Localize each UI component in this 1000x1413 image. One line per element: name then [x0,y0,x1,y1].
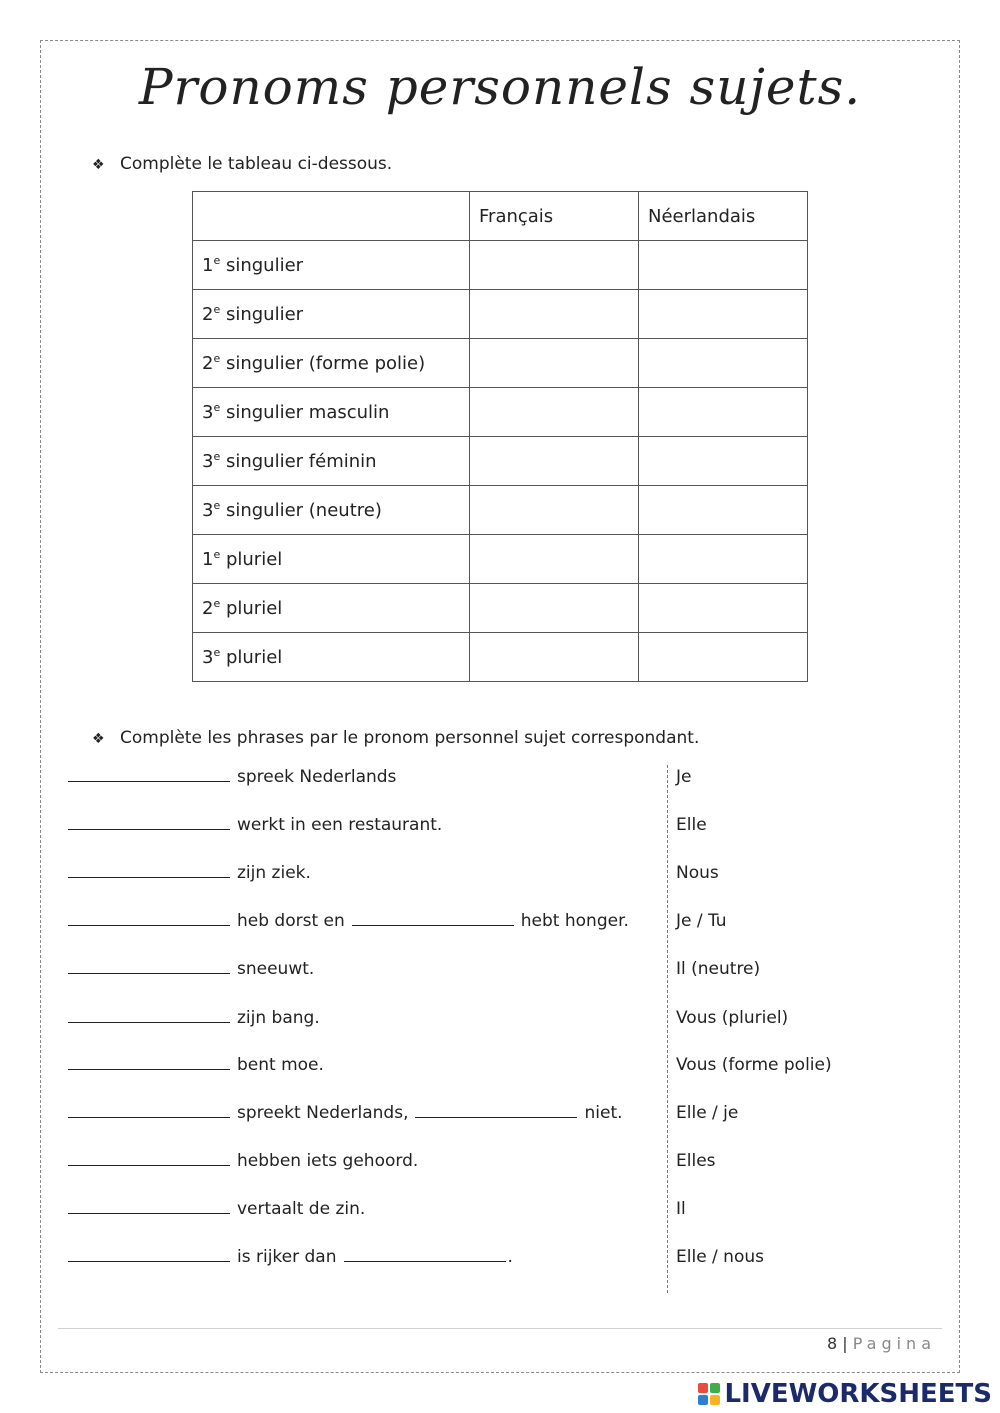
row-label [193,486,470,535]
exercise-row [68,815,442,845]
answer-blank[interactable] [68,1103,230,1118]
table-header-row [193,192,808,241]
exercise-row [68,1055,324,1085]
table-row [193,584,808,633]
row-label-text: singulier (neutre) [225,500,382,521]
answer-blank[interactable] [415,1103,577,1118]
row-number: 3 [202,451,214,472]
answer-blank[interactable] [352,911,514,926]
sentence-text: spreek Nederlands [237,767,397,787]
answer-blank[interactable] [344,1247,506,1262]
row-label [193,388,470,437]
answer-blank[interactable] [68,863,230,878]
row-number: 3 [202,647,214,668]
row-label-text: pluriel [225,598,283,619]
instruction-text: Complète les phrases par le pronom personnel sujet correspondant. [120,728,700,748]
exercise-row [68,863,311,893]
hint-pronoun: Elle [676,815,707,835]
francais-answer-cell[interactable] [470,486,639,535]
answer-blank[interactable] [68,959,230,974]
page-number: 8 [826,1334,838,1353]
row-label-text: pluriel [225,647,283,668]
neerlandais-answer-cell[interactable] [639,437,808,486]
page-footer [827,1334,936,1353]
table-header-cell [193,192,470,241]
row-number: 2 [202,304,214,325]
answer-blank[interactable] [68,1247,230,1262]
table-header-francais: Français [470,192,639,241]
row-number: 1 [202,549,214,570]
row-ordinal: e [213,352,221,365]
francais-answer-cell[interactable] [470,388,639,437]
row-label [193,437,470,486]
sentence-text: niet. [584,1103,623,1123]
brand-name: LIVEWORKSHEETS [724,1379,992,1409]
row-label [193,535,470,584]
neerlandais-answer-cell[interactable] [639,633,808,682]
answer-blank[interactable] [68,911,230,926]
sentence-text: vertaalt de zin. [237,1199,366,1219]
francais-answer-cell[interactable] [470,535,639,584]
row-label [193,241,470,290]
instruction-sentences [92,728,699,748]
hint-pronoun: Je [676,767,692,787]
exercise-row [68,911,629,941]
row-number: 3 [202,500,214,521]
francais-answer-cell[interactable] [470,339,639,388]
row-ordinal: e [213,646,221,659]
row-ordinal: e [213,450,221,463]
exercise-row [68,1103,623,1133]
row-label [193,290,470,339]
footer-divider [58,1328,942,1329]
row-ordinal: e [213,254,221,267]
row-number: 2 [202,353,214,374]
sentence-text: is rijker dan [237,1247,337,1267]
row-number: 2 [202,598,214,619]
answer-blank[interactable] [68,1055,230,1070]
diamond-bullet-icon: ❖ [92,731,105,747]
hint-pronoun: Elle / nous [676,1247,764,1267]
neerlandais-answer-cell[interactable] [639,388,808,437]
table-row [193,388,808,437]
pronoun-table [192,191,808,682]
row-ordinal: e [213,401,221,414]
row-label-text: singulier [225,304,304,325]
neerlandais-answer-cell[interactable] [639,241,808,290]
row-label-text: singulier [225,255,304,276]
row-label [193,584,470,633]
table-row [193,486,808,535]
exercise-row [68,1151,418,1181]
worksheet-title: Pronoms personnels sujets. [138,58,862,116]
answer-blank[interactable] [68,767,230,782]
sentence-text: hebben iets gehoord. [237,1151,419,1171]
hint-pronoun: Elle / je [676,1103,739,1123]
row-ordinal: e [213,597,221,610]
table-row [193,339,808,388]
sentence-text: heb dorst en [237,911,345,931]
sentence-text: zijn ziek. [237,863,311,883]
exercise-row [68,959,314,989]
row-label-text: singulier masculin [225,402,390,423]
table-row [193,633,808,682]
row-label-text: pluriel [225,549,283,570]
neerlandais-answer-cell[interactable] [639,339,808,388]
answer-blank[interactable] [68,1151,230,1166]
answer-blank[interactable] [68,1008,230,1023]
sentence-text: zijn bang. [237,1008,320,1028]
row-label-text: singulier (forme polie) [225,353,426,374]
sentence-text: spreekt Nederlands, [237,1103,409,1123]
exercise-row [68,1247,513,1277]
row-number: 1 [202,255,214,276]
hint-pronoun: Vous (forme polie) [676,1055,832,1075]
hint-pronoun: Vous (pluriel) [676,1008,789,1028]
hint-pronoun: Elles [676,1151,716,1171]
liveworksheets-logo-icon [698,1383,720,1405]
instruction-table [92,154,392,174]
pagina-label: Pagina [852,1334,936,1353]
neerlandais-answer-cell[interactable] [639,584,808,633]
francais-answer-cell[interactable] [470,290,639,339]
table-header-neerlandais: Néerlandais [639,192,808,241]
neerlandais-answer-cell[interactable] [639,486,808,535]
francais-answer-cell[interactable] [470,241,639,290]
diamond-bullet-icon: ❖ [92,157,105,173]
exercise-row [68,1008,320,1038]
neerlandais-answer-cell[interactable] [639,290,808,339]
row-label [193,339,470,388]
row-number: 3 [202,402,214,423]
row-ordinal: e [213,499,221,512]
sentence-text: bent moe. [237,1055,324,1075]
row-ordinal: e [213,548,221,561]
instruction-text: Complète le tableau ci-dessous. [120,154,393,174]
table-row [193,290,808,339]
exercise-row [68,767,396,797]
table-row [193,535,808,584]
answer-divider [667,765,668,1293]
sentence-text: . [507,1247,513,1267]
exercise-row [68,1199,365,1229]
sentence-text: hebt honger. [520,911,629,931]
sentence-text: werkt in een restaurant. [237,815,443,835]
footer-separator: | [842,1334,848,1353]
row-ordinal: e [213,303,221,316]
francais-answer-cell[interactable] [470,584,639,633]
answer-blank[interactable] [68,815,230,830]
francais-answer-cell[interactable] [470,633,639,682]
liveworksheets-brand [698,1378,992,1410]
row-label [193,633,470,682]
row-label-text: singulier féminin [225,451,377,472]
hint-pronoun: Il [676,1199,686,1219]
hint-pronoun: Il (neutre) [676,959,761,979]
hint-pronoun: Je / Tu [676,911,727,931]
table-row [193,437,808,486]
table-row [193,241,808,290]
answer-blank[interactable] [68,1199,230,1214]
hint-pronoun: Nous [676,863,719,883]
sentence-text: sneeuwt. [237,959,315,979]
neerlandais-answer-cell[interactable] [639,535,808,584]
francais-answer-cell[interactable] [470,437,639,486]
